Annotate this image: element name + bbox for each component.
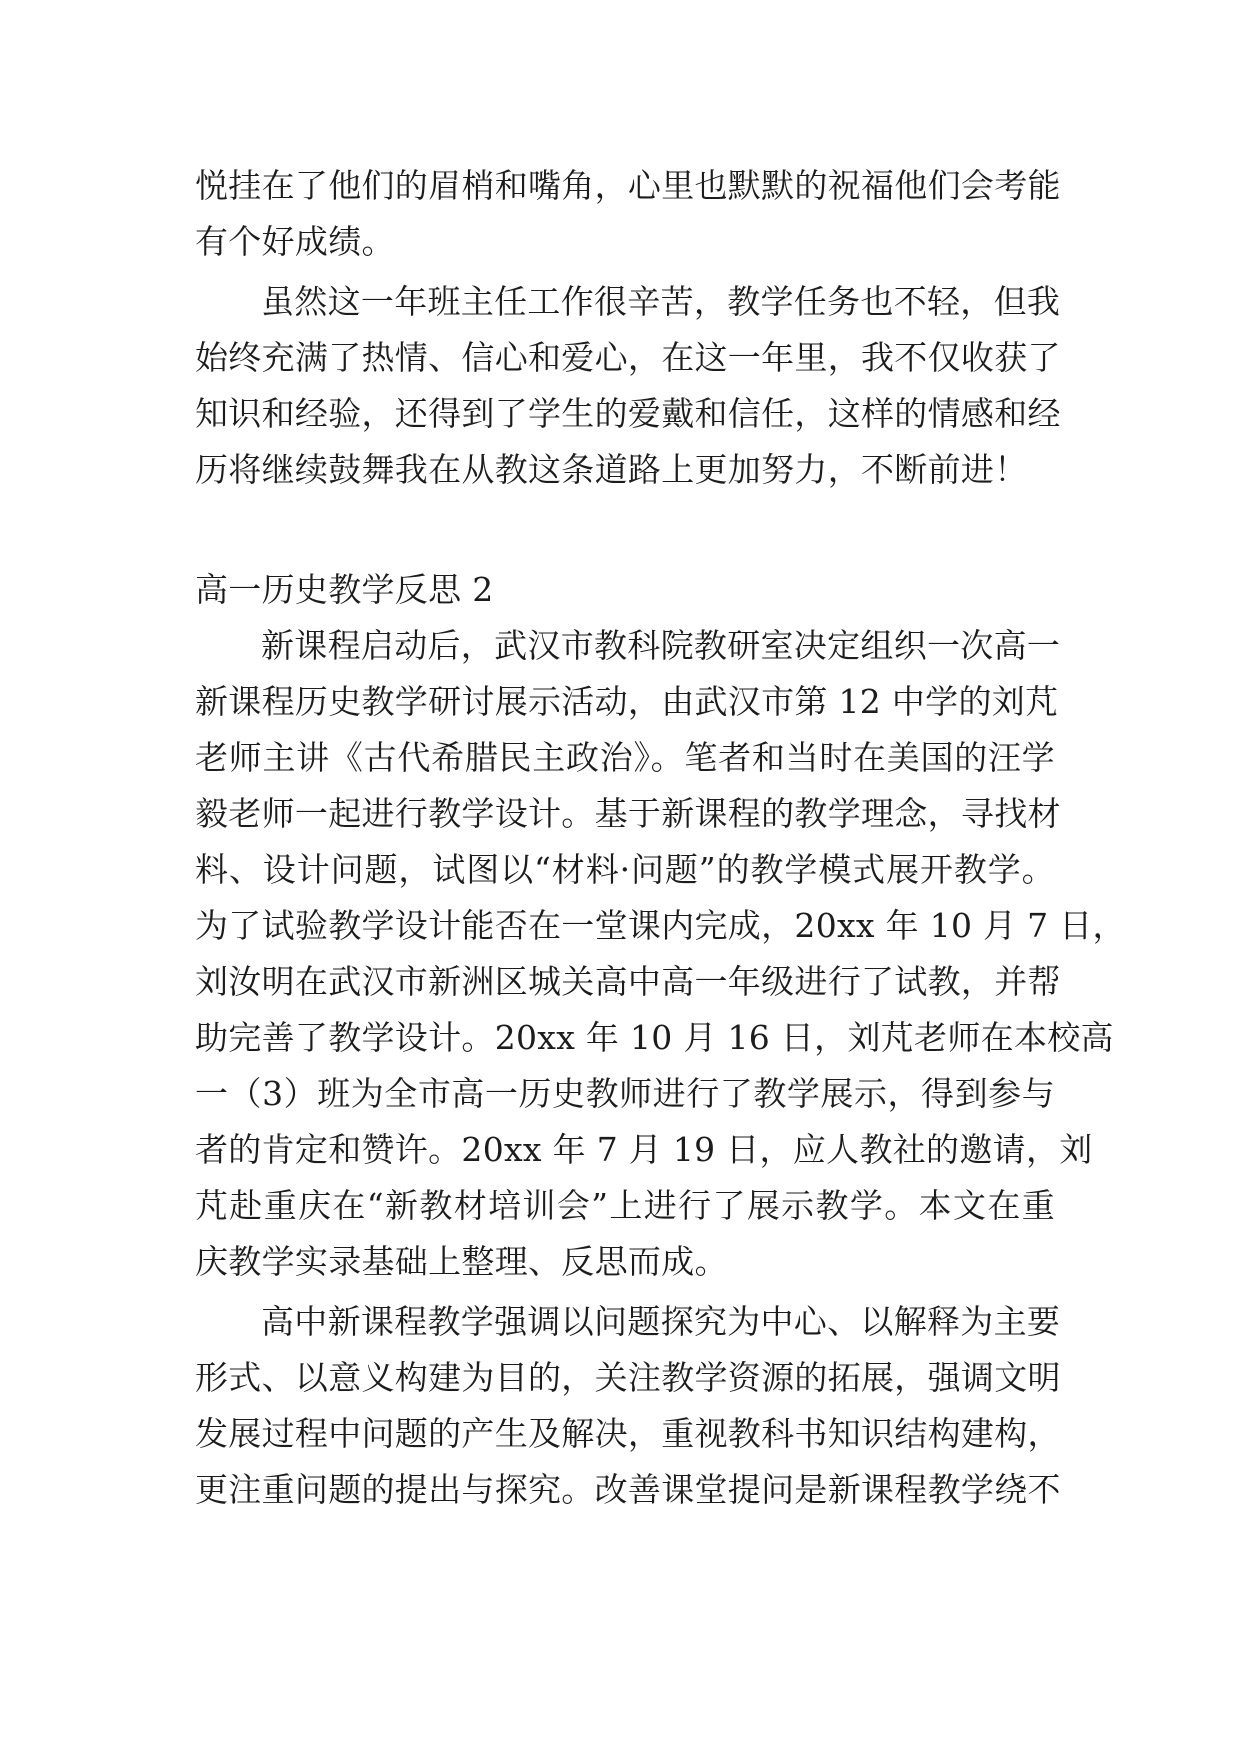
paragraph-line: 助完善了教学设计。20xx 年 10 月 16 日，刘芃老师在本校高 — [195, 1018, 1114, 1057]
paragraph-line: 历将继续鼓舞我在从教这条道路上更加努力，不断前进！ — [195, 450, 1028, 489]
section-heading: 高一历史教学反思 2 — [195, 570, 494, 609]
paragraph-line: 有个好成绩。 — [195, 222, 395, 261]
paragraph-line: 始终充满了热情、信心和爱心，在这一年里，我不仅收获了 — [195, 338, 1061, 377]
paragraph-line: 老师主讲《古代希腊民主政治》。笔者和当时在美国的汪学 — [195, 738, 1055, 777]
paragraph-line: 更注重问题的提出与探究。改善课堂提问是新课程教学绕不 — [195, 1470, 1061, 1509]
paragraph-line: 新课程历史教学研讨展示活动，由武汉市第 12 中学的刘芃 — [195, 682, 1059, 721]
paragraph-line: 刘汝明在武汉市新洲区城关高中高一年级进行了试教，并帮 — [195, 962, 1061, 1001]
paragraph-line: 一（3）班为全市高一历史教师进行了教学展示，得到参与 — [195, 1074, 1055, 1113]
paragraph-line: 为了试验教学设计能否在一堂课内完成，20xx 年 10 月 7 日， — [195, 906, 1126, 945]
paragraph-line: 者的肯定和赞许。20xx 年 7 月 19 日，应人教社的邀请，刘 — [195, 1130, 1093, 1169]
paragraph-line: 料、设计问题，试图以“材料·问题”的教学模式展开教学。 — [195, 850, 1055, 889]
paragraph-line: 毅老师一起进行教学设计。基于新课程的教学理念，寻找材 — [195, 794, 1061, 833]
paragraph-line: 庆教学实录基础上整理、反思而成。 — [195, 1242, 728, 1281]
paragraph-line: 形式、以意义构建为目的，关注教学资源的拓展，强调文明 — [195, 1358, 1061, 1397]
paragraph-line: 发展过程中问题的产生及解决，重视教科书知识结构建构， — [195, 1414, 1061, 1453]
paragraph-line: 悦挂在了他们的眉梢和嘴角，心里也默默的祝福他们会考能 — [195, 166, 1061, 205]
paragraph-line: 新课程启动后，武汉市教科院教研室决定组织一次高一 — [261, 626, 1061, 665]
paragraph-line: 高中新课程教学强调以问题探究为中心、以解释为主要 — [261, 1302, 1061, 1341]
paragraph-line: 知识和经验，还得到了学生的爱戴和信任，这样的情感和经 — [195, 394, 1061, 433]
paragraph-line: 芃赴重庆在“新教材培训会”上进行了展示教学。本文在重 — [195, 1186, 1055, 1225]
paragraph-line: 虽然这一年班主任工作很辛苦，教学任务也不轻，但我 — [261, 282, 1061, 321]
